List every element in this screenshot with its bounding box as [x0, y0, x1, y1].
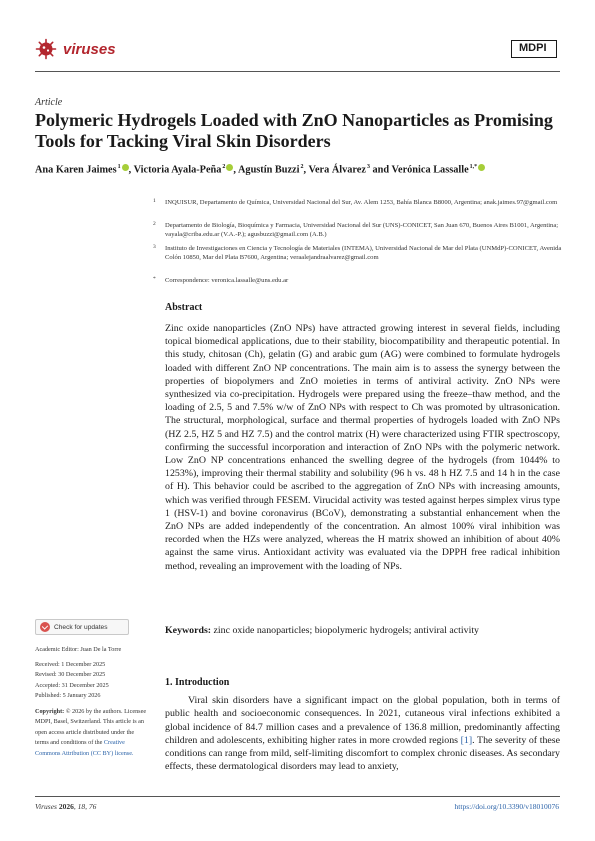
affiliation-text: Instituto de Investigaciones en Ciencia y Tecnología de Materiales (INTEMA), Universidad Nacional de Mar del Plata (UNMdP)-CONICET, Avenida Colón 10850, Mar del Plata B7600, Argentina; veraalejandraalvarez@gmail.com — [165, 245, 562, 262]
copyright-label: Copyright: — [35, 708, 65, 715]
intro-text-part-2: . The severity of these conditions can range from mild, self-limiting discomfort to complex chronic diseases. As secondary effects, these dermatological disorders may lead to anxiety, — [165, 734, 560, 773]
received-date: Received: 1 December 2025 — [35, 661, 106, 668]
check-for-updates-button[interactable] — [35, 619, 129, 635]
copyright-notice — [35, 707, 147, 759]
correspondence — [153, 276, 565, 285]
affiliation-1 — [153, 198, 565, 207]
intro-text-part-1: Viral skin disorders have a significant impact on the global population, both in terms of public health and socioeconomic consequences. In 2021, cutaneous viral infections exhibited a global incidence of 84.7 million cases and a prevalence of 136.8 million, predominantly affecting children and adolescents, exhibiting higher rates in more crowded regions — [165, 695, 560, 746]
orcid-icon[interactable] — [478, 164, 485, 171]
header-divider — [35, 71, 560, 72]
published-date: Published: 5 January 2026 — [35, 692, 101, 699]
affiliation-2 — [153, 221, 565, 240]
virus-logo-icon — [35, 38, 57, 60]
affiliation-3 — [153, 244, 565, 263]
author-name[interactable]: Agustín Buzzi — [237, 164, 300, 176]
author-separator: , — [128, 164, 134, 176]
author-separator: , — [233, 164, 238, 176]
journal-name: viruses — [63, 40, 116, 58]
copyright-text: © 2026 by the authors. Licensee MDPI, Basel, Switzerland. This article is an open access article distributed under the terms and conditions of the — [35, 708, 147, 747]
author-affiliation-marker: 2 — [222, 164, 226, 170]
doi-link[interactable]: https://doi.org/10.3390/v18010076 — [454, 802, 559, 811]
abstract-heading: Abstract — [165, 302, 203, 313]
author-affiliation-marker: 2 — [300, 164, 304, 170]
abstract-text: Zinc oxide nanoparticles (ZnO NPs) have attracted growing interest in several fields, including topical biomedical applications, due to their stability, biocompatibility and therapeutic potential. In this study, chitosan (Ch), gelatin (G) and arabic gum (AG) were combined to formulate hydrogels loaded with different ZnO NP concentrations. The main aim is to assess the synergy between the properties of biopolymers and ZnO moieties in terms of antiviral activity. ZnO NPs were synthesized via co-precipitation. Hydrogels were prepared using the freeze–thaw method, and the loading of 2.5, 5 and 7.5% w/w of ZnO NPs with respect to Ch was promoted by ultrasonication. The structural, morphological, surface and thermal properties of hydrogels loaded with ZnO NPs (HZ 2.5, HZ 5 and HZ 7.5) and the control matrix (H) were characterized using FTIR spectroscopy, confirming the successful incorporation and interaction of ZnO NPs with the polymeric network. Low ZnO NP concentrations enhanced the swelling degree of the hydrogels (from 1044% to 1253%), improving their thermal stability and solubility (96 h vs. 48 h HZ 7.5 and 14 h in the case of H). This behavior could be ascribed to the aggregation of ZnO NPs with increasing amounts, which was verified through FESEM. Virucidal activity was tested against herpes simplex virus type 1 (HSV-1) and bovine coronavirus (BCoV), demonstrating a substantial enhancement when the ZnO NPs are added independently of the concentration. An almost 100% viral inhibition was recorded when the HZs were analyzed, whereas the H matrix showed an inhibition of about 40% against the same virus. Antioxidant activity was evaluated via the DPPH free radical inhibition method, revealing an improvement with the loading of NPs. — [165, 323, 560, 572]
section-heading-introduction: 1. Introduction — [165, 677, 230, 688]
footer-divider — [35, 796, 560, 797]
citation-year: 2026 — [58, 802, 74, 811]
author-list — [35, 164, 560, 175]
author-affiliation-marker: 1 — [117, 164, 121, 170]
author-affiliation-marker: 3 — [366, 164, 370, 170]
correspondence-marker: * — [153, 276, 156, 282]
author-name[interactable]: Ana Karen Jaimes — [35, 164, 117, 176]
citation-link[interactable]: [1] — [460, 734, 473, 746]
revised-date: Revised: 30 December 2025 — [35, 671, 106, 678]
author-separator: , — [303, 164, 309, 176]
license-link[interactable]: Creative Commons Attribution (CC BY) license. — [35, 739, 134, 757]
publisher-name: MDPI — [519, 42, 547, 54]
affiliation-number: 3 — [153, 244, 156, 250]
check-updates-label: Check for updates — [54, 623, 108, 631]
citation-volume-page: , 18, 76 — [73, 802, 97, 811]
affiliation-text: Departamento de Biología, Bioquímica y Farmacia, Universidad Nacional del Sur (UNS)-CONICET, San Juan 670, Buenos Aires B1001, Argentina; vayala@criba.edu.ar (V.A.-P.); agusbuzzi@gmail.com (A.B.) — [165, 222, 559, 239]
page-title: Polymeric Hydrogels Loaded with ZnO Nanoparticles as Promising Tools for Tacking Viral Skin Disorders — [35, 110, 553, 151]
check-updates-icon — [40, 622, 50, 632]
affiliation-text: INQUISUR, Departamento de Química, Universidad Nacional del Sur, Av. Alem 1253, Bahía Blanca B8000, Argentina; anak.jaimes.97@gmail.com — [165, 199, 558, 206]
affiliation-number: 1 — [153, 198, 156, 204]
keywords-text: zinc oxide nanoparticles; biopolymeric hydrogels; antiviral activity — [213, 625, 479, 636]
author-affiliation-marker: 1,* — [469, 164, 478, 170]
introduction-text — [165, 694, 560, 774]
keywords — [165, 625, 560, 636]
author-name[interactable]: Victoria Ayala-Peña — [133, 164, 222, 176]
author-name[interactable]: Vera Álvarez — [308, 164, 366, 176]
academic-editor: Academic Editor: Juan De la Torre — [35, 646, 122, 653]
keywords-label: Keywords: — [165, 625, 212, 636]
author-name[interactable]: Verónica Lassalle — [391, 164, 469, 176]
accepted-date: Accepted: 31 December 2025 — [35, 682, 109, 689]
author-separator: and — [369, 164, 392, 176]
correspondence-text: Correspondence: veronica.lassalle@uns.edu.ar — [165, 277, 289, 284]
orcid-icon[interactable] — [122, 164, 129, 171]
publisher-logo[interactable] — [511, 40, 557, 58]
article-type: Article — [35, 97, 63, 108]
citation-journal: Viruses — [35, 802, 57, 811]
journal-logo[interactable] — [35, 38, 116, 60]
journal-citation — [35, 802, 96, 811]
affiliation-number: 2 — [153, 221, 156, 227]
